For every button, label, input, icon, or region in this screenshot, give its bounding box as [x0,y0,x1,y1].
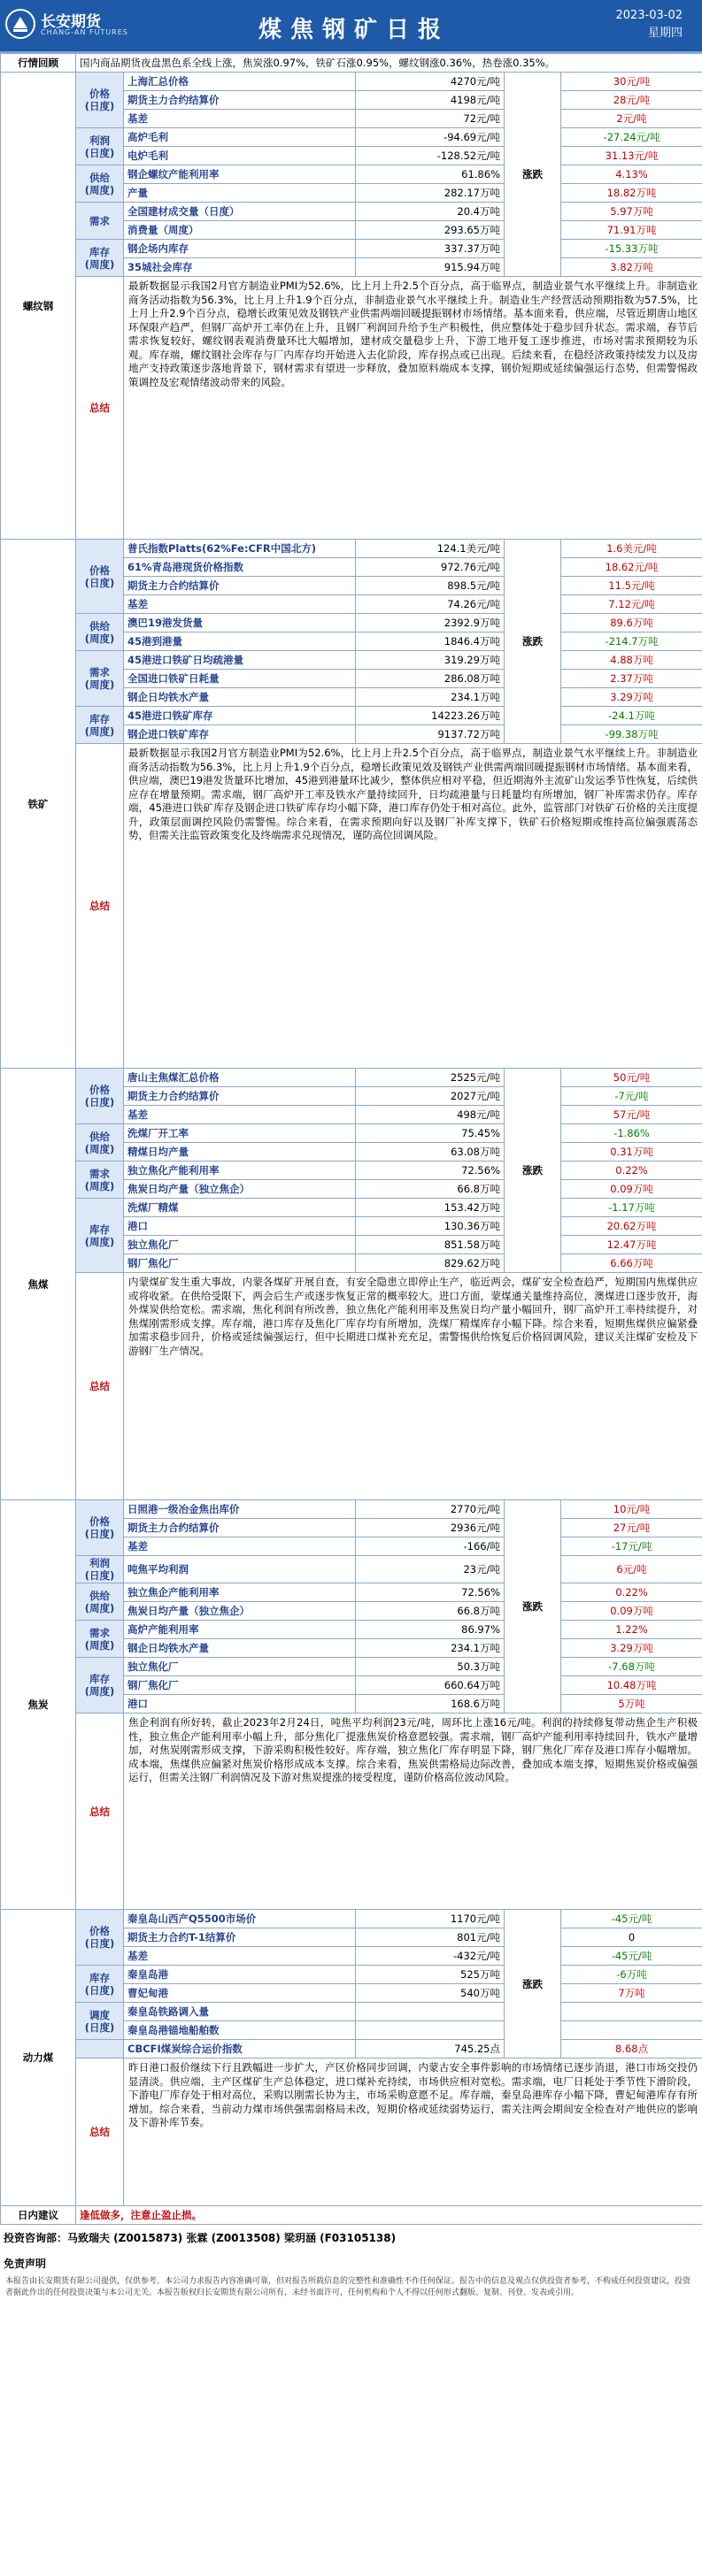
advice-text: 逢低做多，注意止盈止损。 [76,2206,702,2225]
indicator-change: 1.6美元/吨 [561,540,702,558]
indicator-name: 洗煤厂精煤 [124,1199,356,1217]
indicator-name: 唐山主焦煤汇总价格 [124,1069,356,1087]
indicator-value: 2392.9万吨 [356,614,505,632]
indicator-name: 45港到港量 [124,632,356,651]
group-label: 需求 (周度) [76,1621,124,1658]
indicator-name: 基差 [124,595,356,614]
indicator-name: 45港进口铁矿日均疏港量 [124,651,356,670]
indicator-change: -6万吨 [561,1966,702,1984]
indicator-name: 独立焦化厂 [124,1236,356,1254]
indicator-change: -27.24元/吨 [561,128,702,147]
summary-row [1,744,702,1069]
indicator-value: 1846.4万吨 [356,632,505,651]
indicator-change: 4.88万吨 [561,651,702,670]
indicator-row [1,1658,702,1676]
indicator-change: -45元/吨 [561,1910,702,1928]
indicator-name: 港口 [124,1217,356,1236]
change-header: 涨跌 [505,1500,561,1714]
indicator-value: 72.56% [356,1583,505,1602]
indicator-name: 洗煤厂开工率 [124,1124,356,1143]
indicator-change: 89.6万吨 [561,614,702,632]
indicator-name: 钢企场内库存 [124,240,356,258]
indicator-value: 1170元/吨 [356,1910,505,1928]
indicator-name: 港口 [124,1695,356,1714]
indicator-change: 7万吨 [561,1984,702,2003]
indicator-name: 期货主力合约结算价 [124,1519,356,1537]
indicator-name: 基差 [124,1106,356,1124]
indicator-row [1,1199,702,1217]
indicator-change: -1.86% [561,1124,702,1143]
indicator-row [1,540,702,558]
indicator-value: 4270元/吨 [356,73,505,91]
indicator-change: -7元/吨 [561,1087,702,1106]
summary-row [1,1714,702,1910]
summary-text: 内蒙煤矿发生重大事故，内蒙各煤矿开展自查，有安全隐患立即停止生产，临近两会，煤矿安全检查趋严，短期国内焦煤供应或将收紧。在供给受限下，两会后生产或逐步恢复正常的概率较大。进口方面，蒙煤通关量维持高位，澳煤进口逐步放开，海外煤炭供给宽松。需求端，焦化利润有所改善，独立焦化产能利用率及焦炭日均产量小幅回升，钢厂高炉开工率持续提升，对焦煤刚需形成支撑。库存端，港口库存及焦化厂库存均有所增加，洗煤厂精煤库存小幅下降。综合来看，短期焦煤供应偏紧叠加需求稳步回升，价格或延续偏强运行，但中长期进口煤补充充足，需警惕供给恢复后价格回调风险，建议关注煤矿安检及下游钢厂生产情况。 [124,1273,702,1500]
indicator-value: 337.37万吨 [356,240,505,258]
group-label: 需求 (周度) [76,1162,124,1199]
indicator-name: 焦炭日均产量（独立焦企） [124,1180,356,1199]
indicator-change: 20.62万吨 [561,1217,702,1236]
summary-label: 总结 [76,2058,124,2206]
indicator-value: 286.08万吨 [356,670,505,688]
indicator-name: 秦皇岛港锚地船舶数 [124,2021,356,2040]
indicator-row [1,1621,702,1639]
indicator-change: 5.97万吨 [561,203,702,221]
indicator-value: 63.08万吨 [356,1143,505,1162]
indicator-value: 829.62万吨 [356,1254,505,1273]
indicator-change: -17元/吨 [561,1537,702,1556]
indicator-value: 23元/吨 [356,1556,505,1583]
indicator-change: 3.82万吨 [561,258,702,277]
advice-row [1,2206,702,2225]
indicator-row [1,165,702,184]
indicator-value: 130.36万吨 [356,1217,505,1236]
summary-label: 总结 [76,1714,124,1910]
indicator-change: -45元/吨 [561,1947,702,1966]
summary-label: 总结 [76,277,124,540]
indicator-value: -128.52元/吨 [356,147,505,165]
indicator-value: 61.86% [356,165,505,184]
indicator-change: 0.22% [561,1162,702,1180]
indicator-change: -15.33万吨 [561,240,702,258]
section-name: 螺纹钢 [1,73,76,540]
sections-body [1,73,702,2206]
company-name-en: CHANG-AN FUTURES [41,28,128,36]
indicator-value: 801元/吨 [356,1928,505,1947]
indicator-change: 50元/吨 [561,1069,702,1087]
change-header: 涨跌 [505,540,561,744]
indicator-change: 8.68点 [561,2040,702,2058]
indicator-name: 钢厂焦化厂 [124,1254,356,1273]
indicator-value: 66.8万吨 [356,1602,505,1621]
indicator-name: 期货主力合约T-1结算价 [124,1928,356,1947]
indicator-change: -99.38万吨 [561,725,702,744]
section-name: 焦煤 [1,1069,76,1500]
indicator-value: 2770元/吨 [356,1500,505,1519]
indicator-value: 50.3万吨 [356,1658,505,1676]
indicator-name: 吨焦平均利润 [124,1556,356,1583]
indicator-row [1,1069,702,1087]
indicator-name: 基差 [124,1537,356,1556]
summary-row [1,1273,702,1500]
indicator-value: 75.45% [356,1124,505,1143]
group-label: 供给 (周度) [76,1583,124,1621]
indicator-change: -7.68万吨 [561,1658,702,1676]
indicator-value: 293.65万吨 [356,221,505,240]
indicator-name: 35城社会库存 [124,258,356,277]
indicator-name: 45港进口铁矿库存 [124,707,356,725]
indicator-change [561,2021,702,2040]
indicator-change: 3.29万吨 [561,688,702,707]
section-name: 动力煤 [1,1910,76,2206]
summary-text: 最新数据显示我国2月官方制造业PMI为52.6%，比上月上升2.5个百分点，高于临界点，制造业景气水平继续上升。非制造业商务活动指数为56.3%，比上月上升1.9个百分点，非制造业景气水平继续上升。制造业生产经营活动预期指数为57.5%，比上月上升2.9个百分点，稳增长政策见效及钢铁产业供需两端回暖提振钢材市场情绪。基本面来看，供应端，尽管近期唐山地区环保限产趋严，但钢厂高炉开工率仍在上升，且钢厂利润回升给予生产积极性，供应整体处于稳步回升状态。需求端，春节后需求恢复较好，螺纹钢表观消费量环比大幅增加，建材成交量稳步上升，下游工地开复工逐步推进，市场对需求预期较为乐观。库存端，螺纹钢社会库存与厂内库存均开始进入去化阶段，库存拐点或已出现。后续来看，在稳经济政策持续发力以及房地产支持政策逐步落地背景下，钢材需求有望进一步释放，叠加原料端成本支撑，钢价短期或延续偏强运行态势，但需警惕政策调控及宏观情绪波动带来的风险。 [124,277,702,540]
report-header [0,0,702,53]
indicator-change [561,2003,702,2021]
summary-text: 焦企利润有所好转，截止2023年2月24日，吨焦平均利润23元/吨，周环比上涨16元/吨。利润的持续修复带动焦企生产积极性，独立焦企产能利用率小幅上升，部分焦化厂提涨焦炭价格意愿较强。需求端，钢厂高炉产能利用率持续回升，铁水产量增加，对焦炭刚需形成支撑，下游采购积极性较好。库存端，独立焦化厂库存明显下降，钢厂焦化厂库存及港口库存小幅增加。成本端，焦煤供应偏紧对焦炭价格形成成本支撑。综合来看，焦炭供需格局边际改善，叠加成本端支撑，短期焦炭价格或偏强运行，但需关注钢厂利润情况及下游对焦炭提涨的接受程度，谨防价格高位波动风险。 [124,1714,702,1910]
group-label: 库存 (周度) [76,240,124,277]
indicator-value [356,2003,505,2021]
indicator-row [1,1162,702,1180]
indicator-name: 高炉产能利用率 [124,1621,356,1639]
indicator-change: -214.7万吨 [561,632,702,651]
indicator-value: 124.1美元/吨 [356,540,505,558]
indicator-value: 153.42万吨 [356,1199,505,1217]
indicator-name: 消费量（周度） [124,221,356,240]
indicator-change: 2元/吨 [561,110,702,128]
indicator-change: 3.29万吨 [561,1639,702,1658]
indicator-value: 915.94万吨 [356,258,505,277]
indicator-value: -94.69元/吨 [356,128,505,147]
group-label: 价格 (日度) [76,1910,124,1966]
indicator-change: 6元/吨 [561,1556,702,1583]
summary-row [1,277,702,540]
indicator-value: 72.56% [356,1162,505,1180]
indicator-change: 0 [561,1928,702,1947]
indicator-row [1,707,702,725]
indicator-change: 2.37万吨 [561,670,702,688]
indicator-name: 上海汇总价格 [124,73,356,91]
indicator-change: 0.09万吨 [561,1602,702,1621]
indicator-change: 6.66万吨 [561,1254,702,1273]
indicator-name: 秦皇岛铁路调入量 [124,2003,356,2021]
indicator-change: 10元/吨 [561,1500,702,1519]
indicator-name: 期货主力合约结算价 [124,1087,356,1106]
indicator-name: 产量 [124,184,356,203]
indicator-value: 319.29万吨 [356,651,505,670]
indicator-row [1,73,702,91]
indicator-row [1,1124,702,1143]
report-title: 煤焦钢矿日报 [258,17,450,43]
indicator-row [1,240,702,258]
indicator-change: 27元/吨 [561,1519,702,1537]
indicator-name: 独立焦企产能利用率 [124,1583,356,1602]
group-label: 利润 (日度) [76,128,124,165]
indicator-row [1,614,702,632]
indicator-value: 72元/吨 [356,110,505,128]
group-label: 库存 (周度) [76,1199,124,1273]
summary-text: 昨日港口报价继续下行且跌幅进一步扩大，产区价格同步回调，内蒙古安全事件影响的市场情绪已逐步消退，港口市场交投仍显清淡。供应端，主产区煤矿生产总体稳定，进口煤补充持续，市场供应相对宽松。需求端，电厂日耗处于季节性下滑阶段，下游电厂库存处于相对高位，采购以刚需长协为主，市场采购意愿不足。库存端，秦皇岛港库存小幅下降，曹妃甸港库存有所增加。综合来看，当前动力煤市场供强需弱格局未改，短期价格或延续弱势运行，需关注两会期间安全检查对产地供应的影响及下游补库节奏。 [124,2058,702,2206]
indicator-value: 66.8万吨 [356,1180,505,1199]
group-label: 库存 (周度) [76,707,124,744]
indicator-value: 74.26元/吨 [356,595,505,614]
indicator-name: 期货主力合约结算价 [124,577,356,595]
indicator-row [1,203,702,221]
indicator-name: 精煤日均产量 [124,1143,356,1162]
group-label: 库存 (周度) [76,1658,124,1714]
summary-row [1,2058,702,2206]
group-label: 供给 (周度) [76,614,124,651]
indicator-name: 全国进口铁矿日耗量 [124,670,356,688]
indicator-row [1,1583,702,1602]
indicator-name: 独立焦化厂 [124,1658,356,1676]
review-row [1,54,702,73]
indicator-value: 86.97% [356,1621,505,1639]
indicator-value: 851.58万吨 [356,1236,505,1254]
indicator-value: 898.5元/吨 [356,577,505,595]
indicator-value: 745.25点 [356,2040,505,2058]
indicator-name: CBCFI煤炭综合运价指数 [124,2040,356,2058]
company-logo [5,7,138,44]
indicator-change: 10.48万吨 [561,1676,702,1695]
indicator-change: 28元/吨 [561,91,702,110]
group-label: 供给 (周度) [76,165,124,203]
indicator-change: 71.91万吨 [561,221,702,240]
indicator-change: -1.17万吨 [561,1199,702,1217]
indicator-name: 钢企日均铁水产量 [124,1639,356,1658]
summary-text: 最新数据显示我国2月官方制造业PMI为52.6%，比上月上升2.5个百分点，高于临界点，制造业景气水平继续上升。非制造业商务活动指数为56.3%，比上月上升1.9个百分点，稳增长政策见效及钢铁产业供需两端回暖提振钢材市场情绪。基本面来看，供应端，澳巴19港发货量环比增加，45港到港量环比减少，整体供应相对平稳，但近期海外主流矿山发运季节性恢复，后续供应存在增量预期。需求端，钢厂高炉开工率及铁水产量持续回升，日均疏港量与日耗量均有所增加，钢厂补库需求仍存。库存端，45港进口铁矿库存及钢企进口铁矿库存均小幅下降，港口库存仍处于相对高位。此外，监管部门对铁矿石价格的关注度提升，政策层面调控风险仍需警惕。综合来看，在需求预期向好以及钢厂补库支撑下，铁矿石价格短期或维持高位偏强震荡态势，但需关注监管政策变化及终端需求兑现情况，谨防高位回调风险。 [124,744,702,1069]
section-name: 铁矿 [1,540,76,1069]
group-label: 价格 (日度) [76,1500,124,1556]
indicator-row [1,1966,702,1984]
group-label: 需求 (周度) [76,651,124,707]
indicator-change: 0.22% [561,1583,702,1602]
indicator-name: 全国建材成交量（日度） [124,203,356,221]
indicator-change: 18.82万吨 [561,184,702,203]
group-label: 库存 (日度) [76,1966,124,2003]
indicator-name: 基差 [124,1947,356,1966]
indicator-row [1,1556,702,1583]
indicator-value: 498元/吨 [356,1106,505,1124]
summary-label: 总结 [76,744,124,1069]
indicator-value: 540万吨 [356,1984,505,2003]
logo-mark-icon [5,9,35,39]
indicator-name: 钢厂焦化厂 [124,1676,356,1695]
summary-label: 总结 [76,1273,124,1500]
indicator-change: 0.31万吨 [561,1143,702,1162]
indicator-value: 2027元/吨 [356,1087,505,1106]
disclaimer-title: 免责声明 [4,2258,47,2270]
indicator-name: 钢企进口铁矿库存 [124,725,356,744]
indicator-name: 曹妃甸港 [124,1984,356,2003]
indicator-value: 234.1万吨 [356,688,505,707]
group-label: 价格 (日度) [76,1069,124,1124]
indicator-change: 4.13% [561,165,702,184]
indicator-name: 日照港一级冶金焦出库价 [124,1500,356,1519]
disclaimer-text: 本报告由长安期货有限公司提供，仅供参考。本公司力求报告内容准确可靠，但对报告所载信息的完整性和准确性不作任何保证。报告中的信息及观点仅供投资者参考，不构成任何投资建议，投资者据此作出的任何投资决策与本公司无关。本报告版权归长安期货有限公司所有，未经书面许可，任何机构和个人不得以任何形式翻版、复制、刊登、发表或引用。 [5,2277,691,2297]
indicator-name: 电炉毛利 [124,147,356,165]
indicator-value: 4198元/吨 [356,91,505,110]
section-name: 焦炭 [1,1500,76,1910]
review-text: 国内商品期货夜盘黑色系全线上涨，焦炭涨0.97%，铁矿石涨0.95%，螺纹钢涨0.36%，热卷涨0.35%。 [76,54,702,73]
indicator-name: 钢企日均铁水产量 [124,688,356,707]
indicator-value: 234.1万吨 [356,1639,505,1658]
indicator-value: 2525元/吨 [356,1069,505,1087]
indicator-row [1,651,702,670]
indicator-change: 18.62元/吨 [561,558,702,577]
indicator-value: 525万吨 [356,1966,505,1984]
indicator-change: -24.1万吨 [561,707,702,725]
change-header: 涨跌 [505,1069,561,1273]
indicator-value: 2936元/吨 [356,1519,505,1537]
report-table [0,53,702,2225]
group-label: 供给 (周度) [76,1124,124,1162]
change-header: 涨跌 [505,73,561,277]
indicator-value: 168.6万吨 [356,1695,505,1714]
group-label [76,2040,124,2058]
indicator-change: 7.12元/吨 [561,595,702,614]
advice-label: 日内建议 [1,2206,76,2225]
indicator-name: 秦皇岛港 [124,1966,356,1984]
indicator-name: 钢企螺纹产能利用率 [124,165,356,184]
analyst-line: 投资咨询部：马致瑞夫 (Z0015873) 张霖 (Z0013508) 梁玥涵 (F03105138) [4,2232,397,2244]
report-date [615,7,683,42]
change-header: 涨跌 [505,1910,561,2058]
indicator-change: 12.47万吨 [561,1236,702,1254]
group-label: 需求 [76,203,124,240]
indicator-name: 独立焦化产能利用率 [124,1162,356,1180]
indicator-change: 11.5元/吨 [561,577,702,595]
review-label: 行情回顾 [1,54,76,73]
indicator-name: 普氏指数Platts(62%Fe:CFR中国北方) [124,540,356,558]
indicator-change: 30元/吨 [561,73,702,91]
indicator-value: 9137.72万吨 [356,725,505,744]
indicator-name: 高炉毛利 [124,128,356,147]
group-label: 价格 (日度) [76,73,124,128]
report-weekday: 星期四 [647,27,683,40]
indicator-row [1,1500,702,1519]
indicator-value: 972.76元/吨 [356,558,505,577]
indicator-value: 660.64万吨 [356,1676,505,1695]
group-label: 利润 (日度) [76,1556,124,1583]
indicator-change: 0.09万吨 [561,1180,702,1199]
report-date-value: 2023-03-02 [615,9,683,22]
indicator-row [1,1910,702,1928]
indicator-name: 期货主力合约结算价 [124,91,356,110]
indicator-value: -166/吨 [356,1537,505,1556]
indicator-value: 20.4万吨 [356,203,505,221]
indicator-value: 14223.26万吨 [356,707,505,725]
indicator-change: 1.22% [561,1621,702,1639]
indicator-name: 澳巴19港发货量 [124,614,356,632]
group-label: 价格 (日度) [76,540,124,614]
indicator-value: 282.17万吨 [356,184,505,203]
indicator-row [1,128,702,147]
indicator-row [1,2003,702,2021]
indicator-change: 5万吨 [561,1695,702,1714]
indicator-name: 秦皇岛山西产Q5500市场价 [124,1910,356,1928]
indicator-value [356,2021,505,2040]
indicator-row [1,2040,702,2058]
group-label: 调度 (日度) [76,2003,124,2040]
company-name-cn: 长安期货 [41,13,101,31]
indicator-change: 31.13元/吨 [561,147,702,165]
indicator-name: 焦炭日均产量（独立焦企） [124,1602,356,1621]
indicator-value: -432元/吨 [356,1947,505,1966]
indicator-name: 61%青岛港现货价格指数 [124,558,356,577]
indicator-change: 57元/吨 [561,1106,702,1124]
indicator-name: 基差 [124,110,356,128]
